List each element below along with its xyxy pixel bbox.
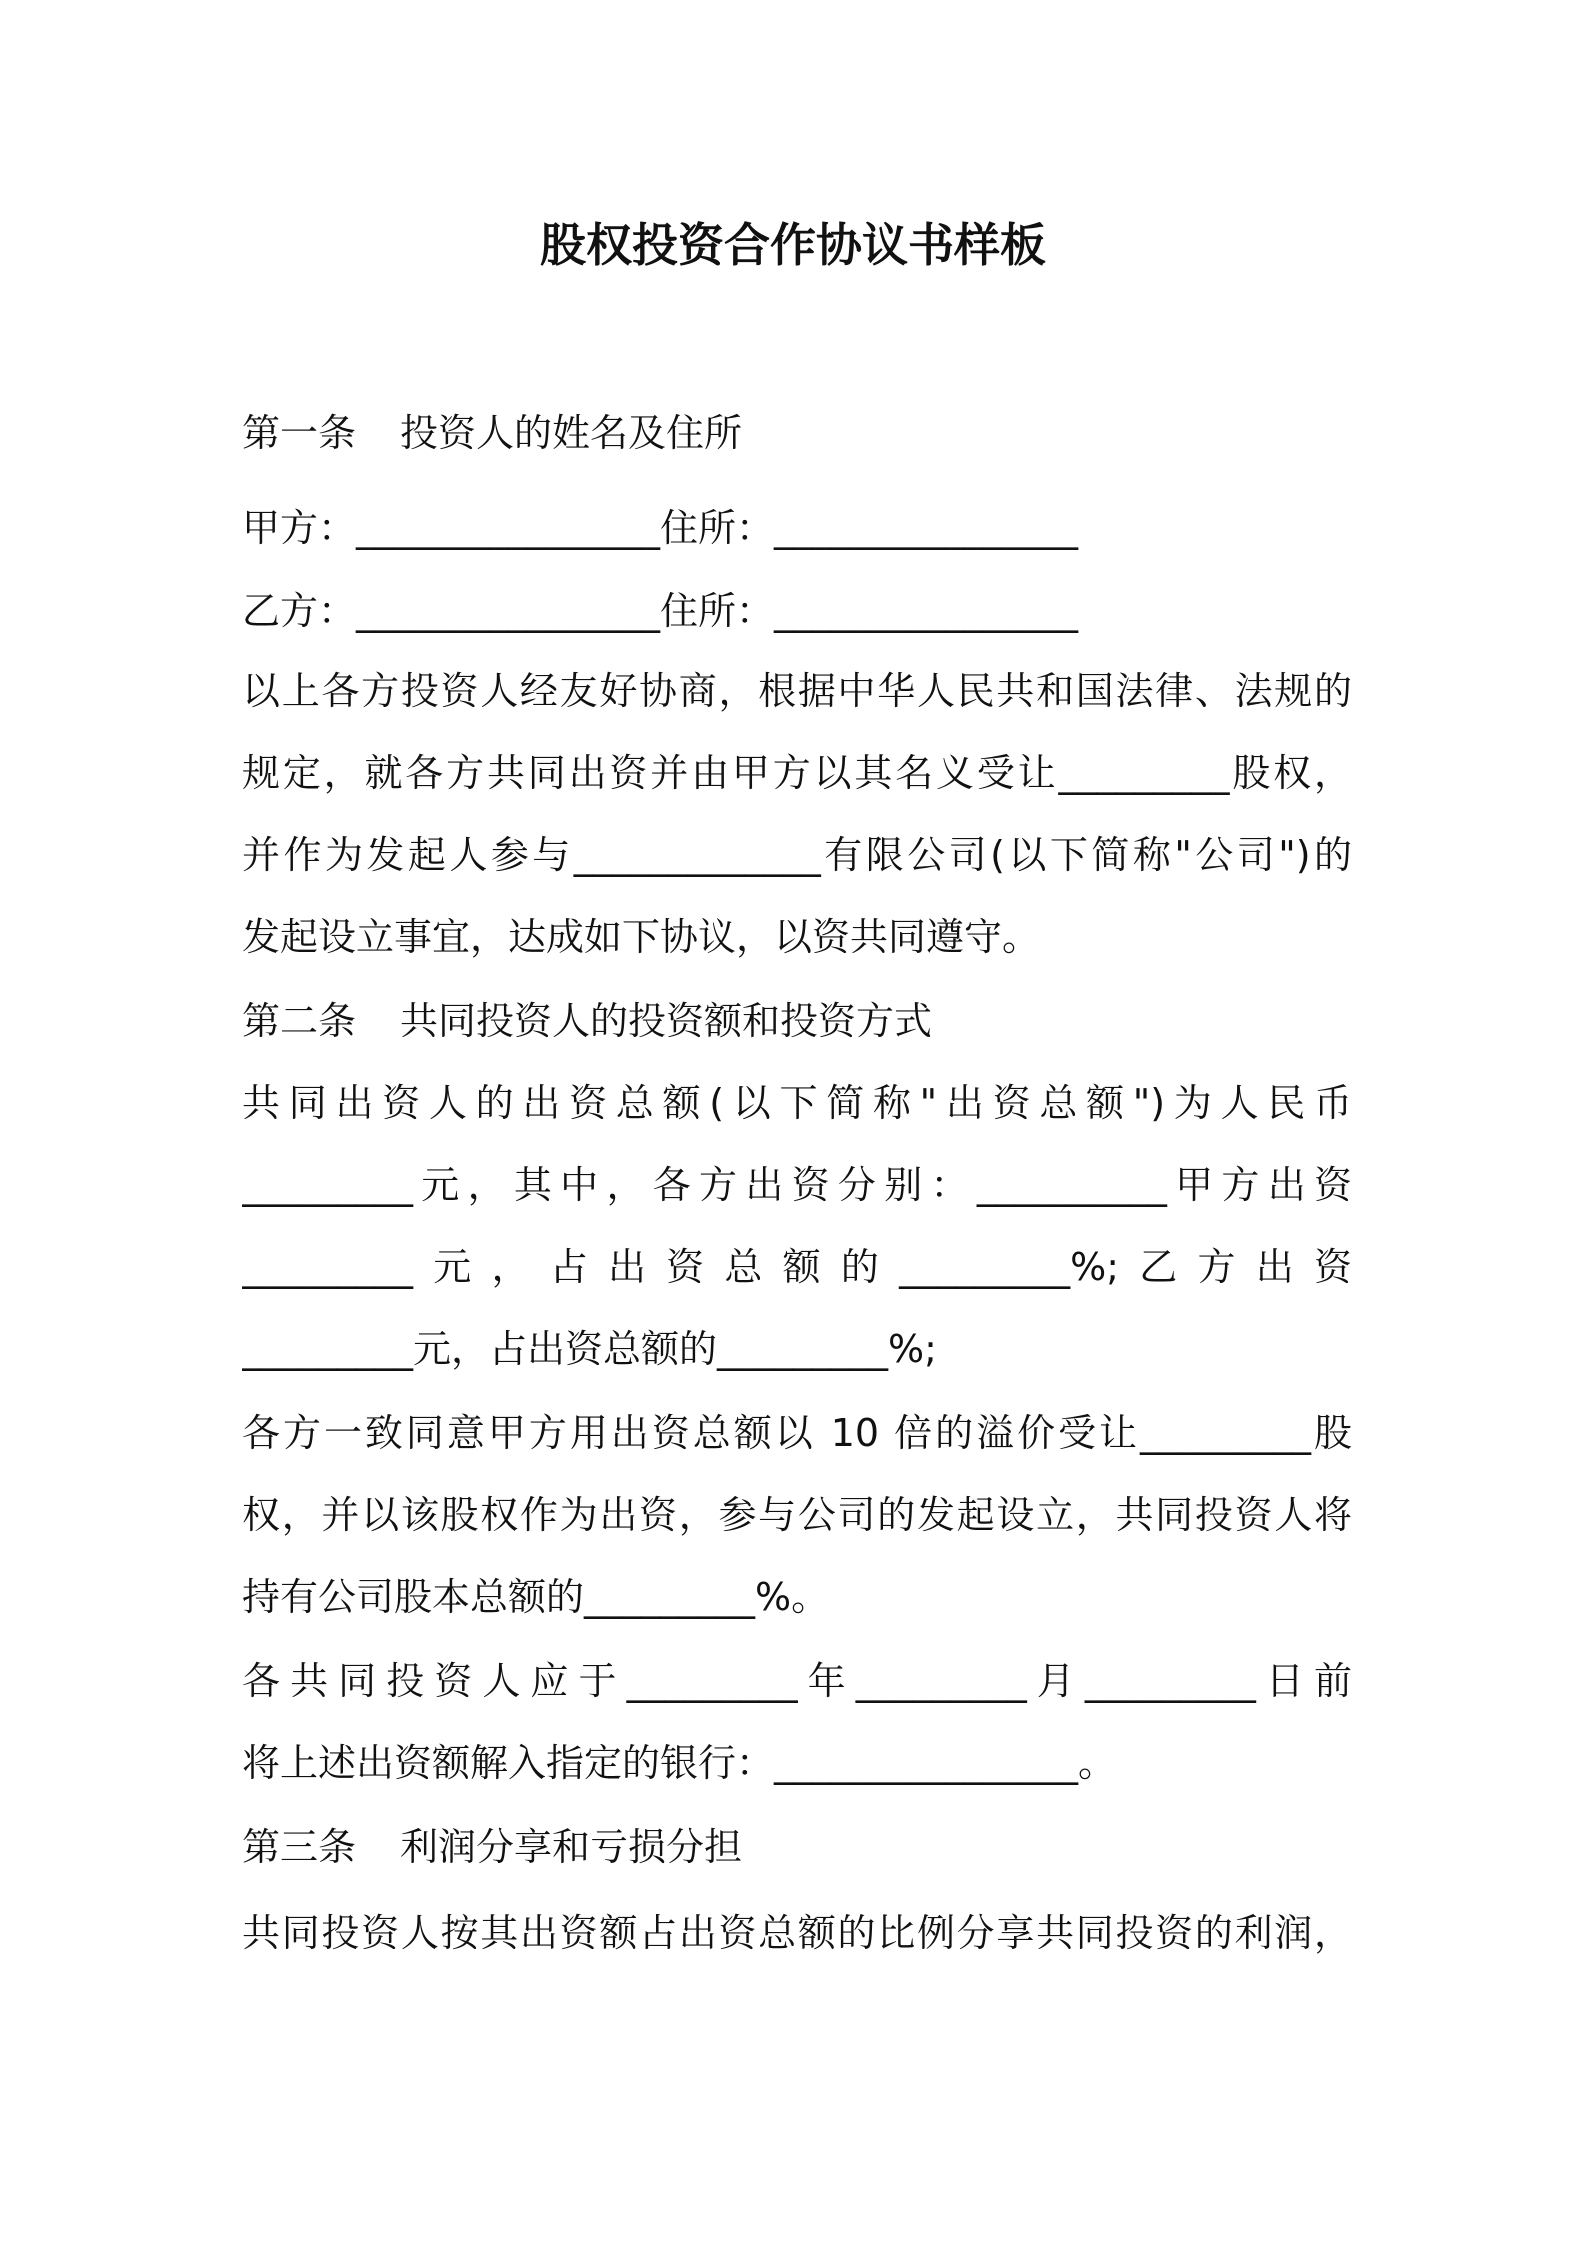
article-1-paragraph-line: 以上各方投资人经友好协商，根据中华人民共和国法律、法规的 xyxy=(242,669,1352,713)
article-2-title: 共同投资人的投资额和投资方式 xyxy=(400,999,933,1043)
article-2-paragraph-line: 权，并以该股权作为出资，参与公司的发起设立，共同投资人将 xyxy=(242,1493,1352,1537)
article-1-paragraph-line: 发起设立事宜，达成如下协议，以资共同遵守。 xyxy=(242,915,1041,959)
article-1-number: 第一条 xyxy=(242,411,357,455)
article-3-heading xyxy=(242,1812,1352,1882)
article-2-number: 第二条 xyxy=(242,999,357,1043)
article-2-paragraph-line: 持有公司股本总额的_________%。 xyxy=(242,1575,830,1619)
article-2-paragraph-line: 各方一致同意甲方用出资总额以 10 倍的溢价受让_________股 xyxy=(242,1411,1352,1455)
party-b-line: 乙方：________________住所：________________ xyxy=(242,589,1079,633)
article-2-heading xyxy=(242,986,1352,1056)
document-title: 股权投资合作协议书样板 xyxy=(540,218,1046,272)
party-a-line: 甲方：________________住所：________________ xyxy=(242,506,1079,550)
article-3-title: 利润分享和亏损分担 xyxy=(400,1825,743,1869)
article-3-paragraph-line: 共同投资人按其出资额占出资总额的比例分享共同投资的利润， xyxy=(242,1911,1352,1955)
article-1-paragraph-line: 规定，就各方共同出资并由甲方以其名义受让_________股权， xyxy=(242,751,1352,795)
article-1-title: 投资人的姓名及住所 xyxy=(400,411,743,455)
article-2-paragraph-line: 各共同投资人应于_________年_________月_________日前 xyxy=(242,1659,1352,1703)
article-1-paragraph-line: 并作为发起人参与_____________有限公司(以下简称"公司")的 xyxy=(242,833,1352,877)
article-2-paragraph-line: _________元，占出资总额的_________%;乙方出资 xyxy=(242,1245,1352,1289)
article-2-paragraph-line: _________元，占出资总额的_________%; xyxy=(242,1327,937,1371)
article-2-paragraph-line: 共同出资人的出资总额(以下简称"出资总额")为人民币 xyxy=(242,1081,1352,1125)
article-3-number: 第三条 xyxy=(242,1825,357,1869)
article-1-heading xyxy=(242,398,1352,468)
article-2-paragraph-line: _________元，其中，各方出资分别：__________甲方出资 xyxy=(242,1163,1352,1207)
article-2-paragraph-line: 将上述出资额解入指定的银行：________________。 xyxy=(242,1741,1117,1785)
